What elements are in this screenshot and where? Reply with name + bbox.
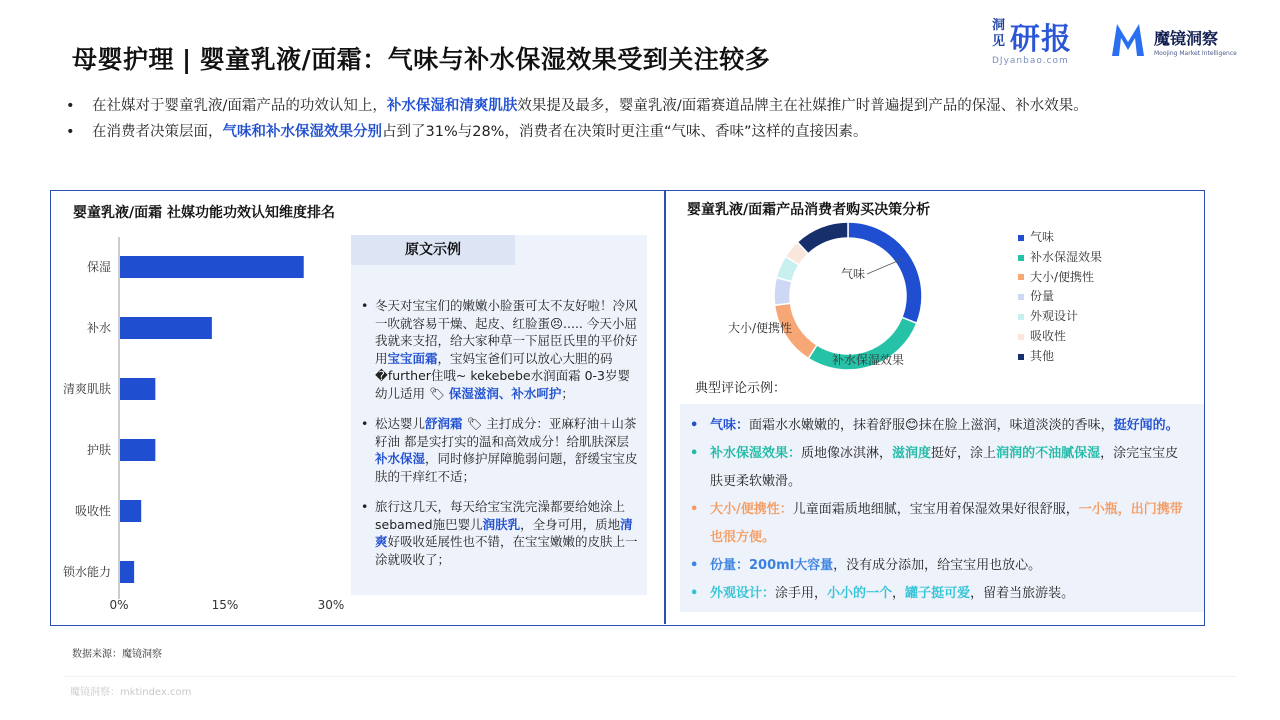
moojing-logo-en: Moojing Market Intelligence xyxy=(1154,50,1237,57)
quote-highlight: 宝宝面霜 xyxy=(387,350,438,366)
bar-category-label: 锁水能力 xyxy=(62,565,111,579)
djyanbao-logo xyxy=(992,18,1104,70)
bullet-text: 占到了31%与28%，消费者在决策时更注重“气味、香味”这样的直接因素。 xyxy=(382,124,868,140)
review-text: 挺好，涂上 xyxy=(931,446,997,461)
footer-divider xyxy=(64,676,1236,677)
donut-chart-title: 婴童乳液/面霜产品消费者购买决策分析 xyxy=(687,202,931,218)
legend-swatch xyxy=(1018,235,1024,241)
quote-highlight: 润肤乳 xyxy=(482,516,521,532)
panel-divider xyxy=(664,191,666,624)
review-text: 儿童面霜质地细腻，宝宝用着保湿效果好很舒服， xyxy=(792,502,1079,517)
quote-text: 冬天对宝宝们的嫩嫩小脸蛋可太不友好啦！冷风一吹就容易干燥、起皮、红脸蛋😣..... 今天小屈我就来支招，给大家种草一下屈臣氏里的平价好用 xyxy=(375,298,638,366)
review-text: ，涂完宝宝皮肤更柔软嫩滑。 xyxy=(710,446,1179,489)
title-category: 母婴护理 xyxy=(72,45,175,74)
review-text: ， xyxy=(892,586,906,601)
bullet-dot: • xyxy=(66,98,75,114)
review-text: 罐子挺可爱 xyxy=(905,586,971,601)
reviews-label: 典型评论示例： xyxy=(695,381,787,396)
review-bullet: • xyxy=(690,446,699,461)
review-item xyxy=(690,552,1190,580)
donut-legend xyxy=(1018,228,1102,367)
review-text: 外观设计： xyxy=(710,586,776,601)
page-title xyxy=(72,40,770,76)
review-bullet: • xyxy=(690,558,699,573)
donut-slice-label: 大小/便携性 xyxy=(727,321,792,335)
quote-text: ，全身可用，质地 xyxy=(520,516,621,532)
bar-tick-label: 15% xyxy=(211,598,239,612)
legend-label: 吸收性 xyxy=(1030,328,1067,343)
quote-highlight: 清爽 xyxy=(375,516,633,549)
bar-tick-label: 0% xyxy=(109,598,129,612)
moojing-m-icon xyxy=(1108,20,1148,60)
highlight-text: 气味和补水保湿效果分别 xyxy=(222,124,382,140)
review-text: 涂手用， xyxy=(775,586,828,601)
quote-item xyxy=(361,415,641,485)
review-text: ，没有成分添加，给宝宝用也放心。 xyxy=(833,558,1042,573)
summary-bullets xyxy=(64,93,1224,145)
summary-bullet xyxy=(64,93,1224,119)
review-item xyxy=(690,580,1190,608)
title-topic: 婴童乳液/面霜：气味与补水保湿效果受到关注较多 xyxy=(199,45,771,74)
logo-group xyxy=(992,18,1252,70)
quote-item xyxy=(361,498,641,568)
bar-chart-title: 婴童乳液/面霜 社媒功能功效认知维度排名 xyxy=(73,205,335,221)
legend-item xyxy=(1018,327,1102,347)
bar-吸收性 xyxy=(120,500,141,522)
review-text: 大小/便携性： xyxy=(710,502,793,517)
legend-label: 补水保湿效果 xyxy=(1030,249,1103,264)
review-text: 质地像冰淇淋， xyxy=(801,446,893,461)
quote-box xyxy=(351,235,647,595)
legend-swatch xyxy=(1018,354,1024,360)
bar-category-label: 补水 xyxy=(86,321,111,335)
legend-item xyxy=(1018,248,1102,268)
bar-锁水能力 xyxy=(120,561,134,583)
review-text: 小小的一个 xyxy=(827,586,893,601)
footer-credit: 魔镜洞察：mktindex.com xyxy=(70,687,192,698)
reviews-box xyxy=(680,404,1204,612)
title-separator: | xyxy=(182,45,192,74)
bar-护肤 xyxy=(120,439,155,461)
bullet-text: 在消费者决策层面， xyxy=(92,124,223,140)
review-text: 挺好闻的。 xyxy=(1113,418,1179,433)
review-text: 补水保湿效果： xyxy=(710,446,802,461)
legend-item xyxy=(1018,347,1102,367)
quote-text: 好吸收延展性也不错，在宝宝嫩嫩的皮肤上一涂就吸收了； xyxy=(375,534,638,567)
bar-category-label: 吸收性 xyxy=(74,504,111,518)
donut-slice-label: 气味 xyxy=(840,267,865,281)
legend-label: 气味 xyxy=(1030,230,1055,244)
legend-swatch xyxy=(1018,274,1024,280)
legend-item xyxy=(1018,287,1102,307)
legend-label: 其他 xyxy=(1030,348,1055,363)
review-text: ，留着当旅游装。 xyxy=(970,586,1075,601)
bar-清爽肌肤 xyxy=(120,378,155,400)
djyanbao-logo-small-text: 洞见 xyxy=(992,18,1006,49)
review-bullet: • xyxy=(690,418,699,433)
legend-label: 大小/便携性 xyxy=(1030,269,1095,284)
quote-highlight: 保湿滋润、补水呵护 xyxy=(448,385,562,401)
review-text: 200ml大容量 xyxy=(749,558,834,573)
djyanbao-logo-big-text: 研报 xyxy=(1010,22,1072,57)
purchase-decision-donut-chart xyxy=(700,218,940,378)
legend-swatch xyxy=(1018,314,1024,320)
moojing-logo-name: 魔镜洞察 xyxy=(1154,29,1219,48)
review-text: 份量： xyxy=(710,558,750,573)
highlight-text: 补水保湿和清爽肌肤 xyxy=(386,98,518,114)
quote-item xyxy=(361,297,641,402)
review-text: 面霜水水嫩嫩的，抹着舒服😊抹在脸上滋润，味道淡淡的香味， xyxy=(749,418,1114,433)
quote-highlight: 补水保湿 xyxy=(375,451,426,466)
legend-item xyxy=(1018,307,1102,327)
bullet-text: 效果提及最多，婴童乳液/面霜赛道品牌主在社媒推广时普遍提到产品的保湿、补水效果。 xyxy=(517,98,1088,114)
legend-label: 外观设计 xyxy=(1030,309,1079,324)
donut-slice-label: 补水保湿效果 xyxy=(831,353,905,367)
summary-bullet xyxy=(64,119,1224,145)
moojing-logo xyxy=(1108,20,1252,66)
review-bullet: • xyxy=(690,502,699,517)
quote-highlight: 舒润霜 xyxy=(425,416,463,431)
review-item xyxy=(690,412,1190,440)
legend-item xyxy=(1018,268,1102,288)
bar-category-label: 保湿 xyxy=(86,260,111,274)
donut-slice-份量 xyxy=(774,278,792,306)
function-ranking-bar-chart xyxy=(51,231,351,626)
bullet-dot: • xyxy=(66,124,75,140)
bar-category-label: 清爽肌肤 xyxy=(62,382,111,396)
review-text: 润润的不油腻保湿 xyxy=(996,446,1101,461)
quote-text: ； xyxy=(561,385,574,401)
review-item xyxy=(690,440,1190,496)
legend-swatch xyxy=(1018,294,1024,300)
quote-text: ，宝妈宝爸们可以放心大胆的码�further住哦~ kekebebe水润面霜 0-3岁婴幼儿适用 🏷 xyxy=(375,350,630,401)
review-text: 气味： xyxy=(710,418,750,433)
legend-label: 份量 xyxy=(1030,289,1055,304)
bullet-text: 在社媒对于婴童乳液/面霜产品的功效认知上， xyxy=(92,98,387,114)
bar-category-label: 护肤 xyxy=(86,443,111,457)
review-item xyxy=(690,496,1190,552)
legend-swatch xyxy=(1018,334,1024,340)
bar-保湿 xyxy=(120,256,304,278)
quote-text: ，同时修护屏障脆弱问题，舒缓宝宝皮肤的干痒红不适； xyxy=(375,451,638,484)
quote-text: 旅行这几天，每天给宝宝洗完澡都要给她涂上sebamed施巴婴儿 xyxy=(375,499,626,532)
quote-text: 🏷 主打成分：亚麻籽油＋山茶籽油 都是实打实的温和高效成分！给肌肤深层 xyxy=(375,416,637,449)
legend-swatch xyxy=(1018,255,1024,261)
bar-tick-label: 30% xyxy=(317,598,345,612)
data-source: 数据来源：魔镜洞察 xyxy=(72,649,162,660)
review-text: 滋润度 xyxy=(892,446,932,461)
donut-slice-其他 xyxy=(797,222,848,254)
review-text: 一小瓶，出门携带也很方便。 xyxy=(710,502,1183,545)
quote-text: 松达婴儿 xyxy=(375,416,426,431)
review-bullet: • xyxy=(690,586,699,601)
quote-tab: 原文示例 xyxy=(351,235,515,265)
legend-item xyxy=(1018,228,1102,248)
review-list xyxy=(690,412,1190,608)
quote-list xyxy=(361,297,641,581)
djyanbao-logo-url: DJyanbao.com xyxy=(992,56,1069,66)
bar-补水 xyxy=(120,317,212,339)
